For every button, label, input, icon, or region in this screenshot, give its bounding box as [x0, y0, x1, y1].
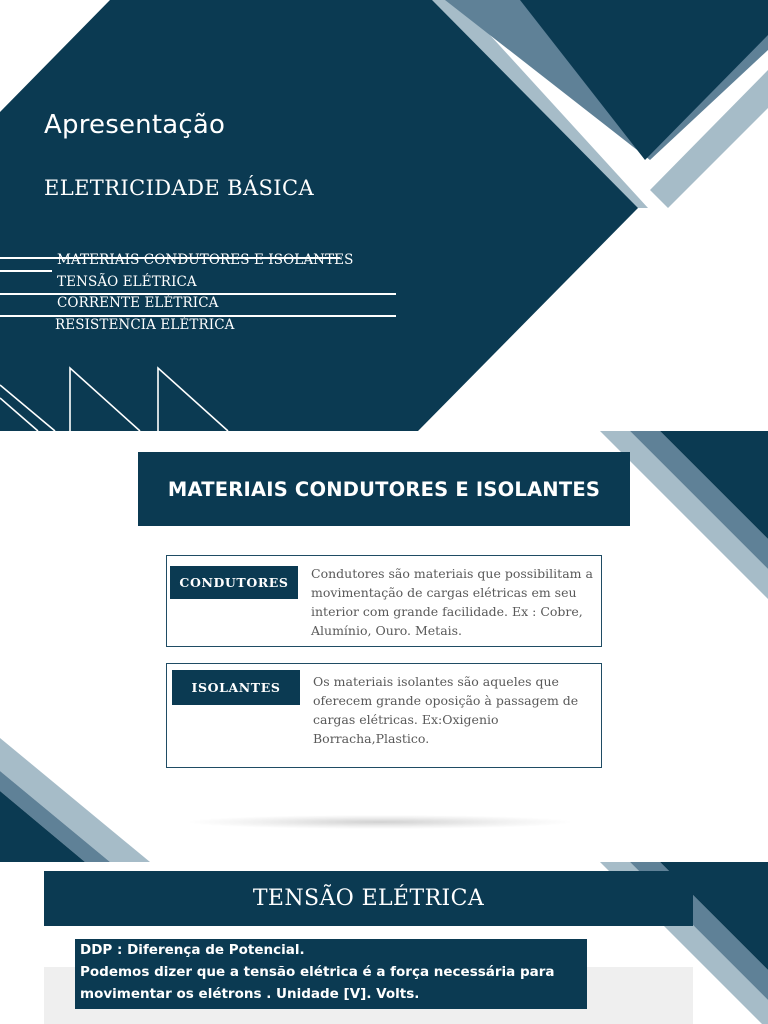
- slide-materials: [0, 431, 768, 862]
- definition-line: Podemos dizer que a tensão elétrica é a força necessária para: [80, 964, 555, 980]
- topic-divider: [0, 270, 52, 272]
- conductors-label: CONDUTORES: [170, 566, 298, 599]
- definition-line: DDP : Diferença de Potencial.: [80, 942, 305, 958]
- topic-item: CORRENTE ELÉTRICA: [57, 295, 219, 311]
- insulators-card: [166, 663, 602, 768]
- slide1-background-shapes: [0, 0, 768, 431]
- slide-voltage: [0, 862, 768, 1024]
- definition-line: movimentar os elétrons . Unidade [V]. Volts.: [80, 986, 420, 1002]
- insulators-description: Os materiais isolantes são aqueles que oferecem grande oposição à passagem de cargas elétricas. Ex:Oxigenio Borracha,Plastico.: [313, 674, 579, 746]
- definition-box: [75, 939, 587, 1009]
- presentation-title: Apresentação: [44, 110, 226, 140]
- presentation-subtitle: ELETRICIDADE BÁSICA: [44, 176, 315, 200]
- section-header: MATERIAIS CONDUTORES E ISOLANTES: [138, 452, 630, 526]
- insulators-label: ISOLANTES: [172, 670, 300, 705]
- drop-shadow: [190, 815, 570, 829]
- section-header: TENSÃO ELÉTRICA: [44, 871, 693, 926]
- topic-item: TENSÃO ELÉTRICA: [57, 274, 197, 290]
- conductors-card: [166, 555, 602, 647]
- topic-item: RESISTENCIA ELÉTRICA: [55, 317, 235, 333]
- slide-presentation: [0, 0, 768, 431]
- conductors-description: Condutores são materiais que possibilitam a movimentação de cargas elétricas em seu interior com grande facilidade. Ex : Cobre, Alumínio, Ouro. Metais.: [311, 566, 593, 638]
- topic-item: MATERIAIS CONDUTORES E ISOLANTES: [57, 252, 354, 268]
